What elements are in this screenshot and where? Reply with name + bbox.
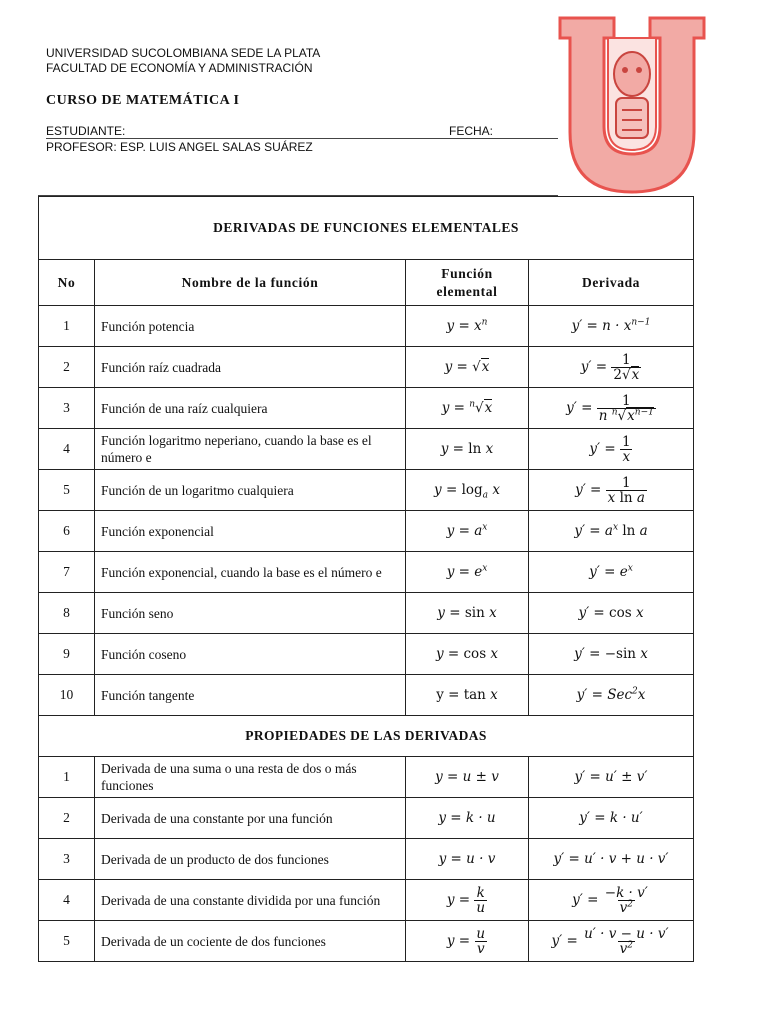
row-name: Función tangente <box>95 675 406 716</box>
derivative-formula: y′ = u′ ± v′ <box>529 757 694 798</box>
row-number: 3 <box>39 388 95 429</box>
row-name: Función seno <box>95 593 406 634</box>
header-function: Función elemental <box>406 260 529 306</box>
row-name: Derivada de un producto de dos funciones <box>95 839 406 880</box>
function-formula: y = √x <box>406 347 529 388</box>
table-row <box>39 839 694 880</box>
professor-name: PROFESOR: ESP. LUIS ANGEL SALAS SUÁREZ <box>46 140 313 154</box>
row-name: Función logaritmo neperiano, cuando la base es el número e <box>95 429 406 470</box>
header-derivative: Derivada <box>529 260 694 306</box>
derivative-formula: y′ = Sec$^2$x <box>529 675 694 716</box>
function-formula: $y = e^x$ <box>406 552 529 593</box>
table-row <box>39 675 694 716</box>
function-formula: $y = \log_a x$ <box>406 470 529 511</box>
table-row <box>39 511 694 552</box>
table-title: DERIVADAS DE FUNCIONES ELEMENTALES <box>39 197 694 260</box>
table-row <box>39 634 694 675</box>
table-row <box>39 798 694 839</box>
derivative-formula: y′ = $\frac{-k \cdot v'}{v^2}$ <box>529 880 694 921</box>
derivative-formula: $y' = n \cdot x^{n-1}$ <box>529 306 694 347</box>
row-number: 7 <box>39 552 95 593</box>
table-row <box>39 880 694 921</box>
row-name: Función de una raíz cualquiera <box>95 388 406 429</box>
function-formula: y = k · u <box>406 798 529 839</box>
function-formula: y = cos x <box>406 634 529 675</box>
student-label: ESTUDIANTE: <box>46 124 126 138</box>
header-name: Nombre de la función <box>95 260 406 306</box>
row-number: 10 <box>39 675 95 716</box>
function-formula: y = $\frac{u}{v}$ <box>406 921 529 962</box>
row-number: 2 <box>39 798 95 839</box>
derivative-formula: y′ = $\frac{1}{n ^n√x^{n-1}}$ <box>529 388 694 429</box>
row-number: 1 <box>39 306 95 347</box>
derivative-formula: y′ = −sin x <box>529 634 694 675</box>
derivative-formula: y′ = k · u′ <box>529 798 694 839</box>
function-formula: y = $^n$√x <box>406 388 529 429</box>
derivative-formula: y′ = cos x <box>529 593 694 634</box>
table-row <box>39 921 694 962</box>
row-name: Derivada de un cociente de dos funciones <box>95 921 406 962</box>
row-number: 8 <box>39 593 95 634</box>
row-name: Derivada de una suma o una resta de dos o más funciones <box>95 757 406 798</box>
table-row <box>39 306 694 347</box>
row-number: 3 <box>39 839 95 880</box>
function-formula: $y = x^n$ <box>406 306 529 347</box>
derivatives-table <box>38 196 694 962</box>
derivative-formula: y′ = $\frac{1}{x}$ <box>529 429 694 470</box>
function-formula: y = ln x <box>406 429 529 470</box>
row-name: Función raíz cuadrada <box>95 347 406 388</box>
row-number: 9 <box>39 634 95 675</box>
table-row <box>39 593 694 634</box>
function-formula: y = tan x <box>406 675 529 716</box>
table-row <box>39 470 694 511</box>
row-name: Función exponencial <box>95 511 406 552</box>
derivative-formula: y′ = $\frac{1}{2√x}$ <box>529 347 694 388</box>
faculty-name: FACULTAD DE ECONOMÍA Y ADMINISTRACIÓN <box>46 61 313 75</box>
derivative-formula: y′ = $\frac{1}{\text{x ln a}}$ <box>529 470 694 511</box>
row-number: 1 <box>39 757 95 798</box>
row-number: 6 <box>39 511 95 552</box>
table-row <box>39 429 694 470</box>
table-row <box>39 388 694 429</box>
course-title: CURSO DE MATEMÁTICA I <box>46 93 240 108</box>
row-number: 4 <box>39 429 95 470</box>
row-number: 2 <box>39 347 95 388</box>
row-number: 4 <box>39 880 95 921</box>
derivative-formula: $y' = e^x$ <box>529 552 694 593</box>
row-number: 5 <box>39 470 95 511</box>
row-name: Derivada de una constante por una función <box>95 798 406 839</box>
table-row <box>39 552 694 593</box>
row-name: Función coseno <box>95 634 406 675</box>
function-formula: y = $\frac{k}{u}$ <box>406 880 529 921</box>
header-no: No <box>39 260 95 306</box>
derivative-formula: $y' = a^x$ ln a <box>529 511 694 552</box>
row-number: 5 <box>39 921 95 962</box>
function-formula: y = u · v <box>406 839 529 880</box>
derivative-formula: y′ = $\frac{u' \cdot v - u \cdot v'}{v^2}$ <box>529 921 694 962</box>
university-logo <box>556 14 708 196</box>
function-formula: y = sin x <box>406 593 529 634</box>
derivative-formula: y′ = u′ · v + u · v′ <box>529 839 694 880</box>
date-label: FECHA: <box>449 124 494 138</box>
function-formula: $y = a^x$ <box>406 511 529 552</box>
function-formula: y = u ± v <box>406 757 529 798</box>
table-row <box>39 757 694 798</box>
row-name: Función potencia <box>95 306 406 347</box>
table-row <box>39 347 694 388</box>
row-name: Función exponencial, cuando la base es el número e <box>95 552 406 593</box>
university-name: UNIVERSIDAD SUCOLOMBIANA SEDE LA PLATA <box>46 46 321 60</box>
section-title: PROPIEDADES DE LAS DERIVADAS <box>39 716 694 757</box>
row-name: Función de un logaritmo cualquiera <box>95 470 406 511</box>
student-line <box>46 138 558 139</box>
row-name: Derivada de una constante dividida por una función <box>95 880 406 921</box>
